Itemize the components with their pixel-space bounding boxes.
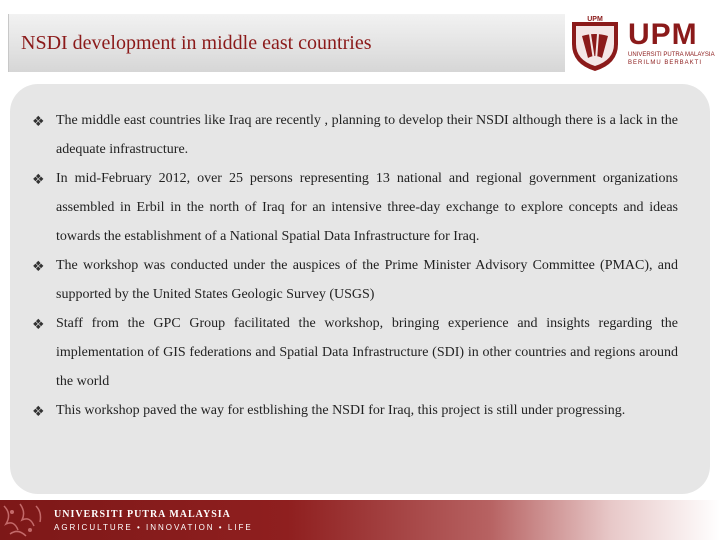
diamond-bullet-icon: ❖: [32, 317, 45, 333]
bullet-text: In mid-February 2012, over 25 persons representing 13 national and regional government organizations assembled in Erbil in the north of Iraq for an intensive three-day exchange to explore concepts and ideas towards the establishment of a National Spatial Data Infrastructure for Iraq.: [56, 171, 678, 244]
slide-title: NSDI development in middle east countries: [21, 32, 372, 54]
bullet-item: [22, 164, 678, 251]
diamond-bullet-icon: ❖: [32, 114, 45, 130]
bullet-item: [22, 309, 678, 396]
bullet-text: This workshop paved the way for estblishing the NSDI for Iraq, this project is still under progressing.: [56, 403, 626, 418]
footer-university-name: UNIVERSITI PUTRA MALAYSIA: [54, 509, 231, 520]
batik-pattern-icon: [0, 500, 50, 540]
title-bar: [8, 14, 565, 72]
upm-logo: [566, 14, 716, 72]
footer-tagline: AGRICULTURE • INNOVATION • LIFE: [54, 523, 253, 532]
upm-emblem-icon: [568, 14, 622, 72]
bullet-text: The middle east countries like Iraq are recently , planning to develop their NSDI although there is a lack in the adequate infrastructure.: [56, 113, 678, 157]
bullet-list: [22, 106, 678, 425]
bullet-item: [22, 106, 678, 164]
diamond-bullet-icon: ❖: [32, 259, 45, 275]
emblem-text: UPM: [587, 16, 603, 23]
bullet-item: [22, 396, 678, 425]
diamond-bullet-icon: ❖: [32, 404, 45, 420]
bullet-text: The workshop was conducted under the auspices of the Prime Minister Advisory Committee (PMAC), and supported by the United States Geologic Survey (USGS): [56, 258, 678, 302]
logo-text: UPM: [628, 18, 698, 51]
bullet-text: Staff from the GPC Group facilitated the workshop, bringing experience and insights regarding the implementation of GIS federations and Spatial Data Infrastructure (SDI) in other countries and regions around the world: [56, 316, 678, 389]
logo-motto: BERILMU BERBAKTI: [628, 60, 703, 66]
footer-banner: [0, 500, 720, 540]
logo-subtitle: UNIVERSITI PUTRA MALAYSIA: [628, 52, 715, 58]
bullet-item: [22, 251, 678, 309]
diamond-bullet-icon: ❖: [32, 172, 45, 188]
